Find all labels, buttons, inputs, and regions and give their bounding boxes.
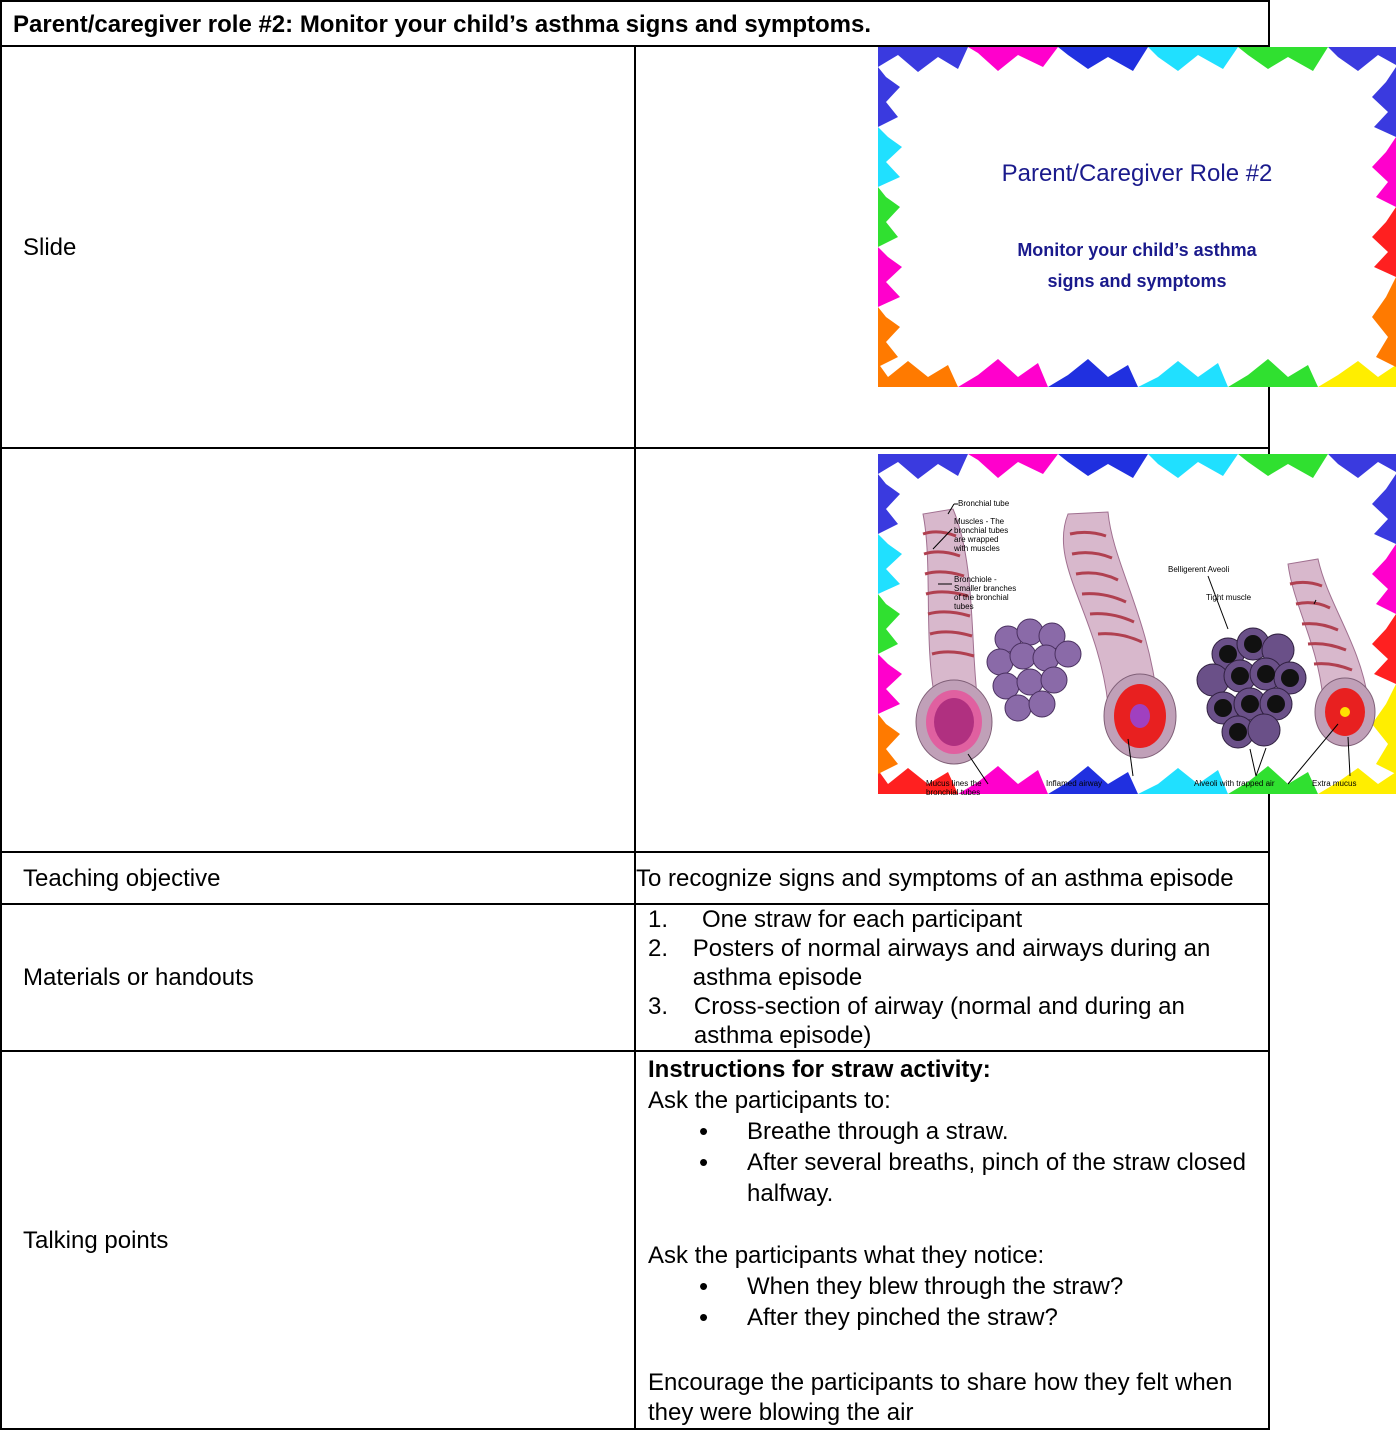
slide-subtitle-line1: Monitor your child’s asthma [1017,240,1257,260]
talking-points-cell [635,1051,1269,1429]
section-header: Parent/caregiver role #2: Monitor your child’s asthma signs and symptoms. [1,1,1269,46]
label-muscles-2: bronchial tubes [954,526,1009,535]
closing-text: Encourage the participants to share how they felt when they were blowing the air [648,1369,1233,1426]
notice-questions-list [648,1271,1258,1333]
label-bronchiole-3: of the bronchial [954,593,1009,602]
label-bronchiole-1: Bronchiole - [954,575,997,584]
label-extra-mucus: Extra mucus [1312,779,1357,788]
airway-diagram-slide [878,454,1396,797]
list-item: • When they blew through the straw? [648,1271,1258,1302]
list-item: 2. Posters of normal airways and airways during an asthma episode [648,935,1211,991]
list-item: • After several breaths, pinch of the straw closed halfway. [648,1147,1258,1209]
materials-list [635,904,1269,1051]
label-muscles-1: Muscles - The [954,517,1005,526]
label-belligerent-aveoli: Belligerent Aveoli [1168,565,1230,574]
list-item: 3. Cross-section of airway (normal and during an asthma episode) [648,993,1185,1049]
intro-ask-to: Ask the participants to: [648,1087,891,1114]
label-muscles-4: with muscles [954,544,1000,553]
list-item: • After they pinched the straw? [648,1302,1258,1333]
label-muscles-3: are wrapped [954,535,999,544]
label-mucus-1: Mucus lines the [926,779,982,788]
diagram-cell [635,448,1357,852]
materials-label: Materials or handouts [1,904,635,1051]
label-inflamed-airway: Inflamed airway [1046,779,1103,788]
label-bronchiole-2: Smaller branches [954,584,1017,593]
label-tight-muscle: Tight muscle [1206,593,1252,602]
slide-title: Parent/Caregiver Role #2 [1001,160,1273,187]
objective-label: Teaching objective [1,852,635,904]
talking-points-label: Talking points [1,1051,635,1429]
straw-activity-heading: Instructions for straw activity: [648,1056,991,1083]
slide-subtitle-line2: signs and symptoms [1047,271,1227,291]
slide-cell [635,46,1273,448]
intro-ask-notice: Ask the participants what they notice: [648,1242,1045,1269]
label-bronchiole-4: tubes [954,602,974,611]
label-mucus-2: bronchial tubes [926,788,981,797]
activity-steps-list [648,1116,1258,1209]
slide-row-label: Slide [1,46,635,448]
list-item: • Breathe through a straw. [648,1116,1258,1147]
list-item: 1. One straw for each participant [648,906,1023,933]
label-bronchial-tube: Bronchial tube [958,499,1010,508]
title-slide-image [878,47,1396,387]
label-alveoli-trapped-air: Alveoli with trapped air [1194,779,1275,788]
diagram-row-label [1,448,635,852]
objective-text: To recognize signs and symptoms of an asthma episode [635,852,1269,904]
